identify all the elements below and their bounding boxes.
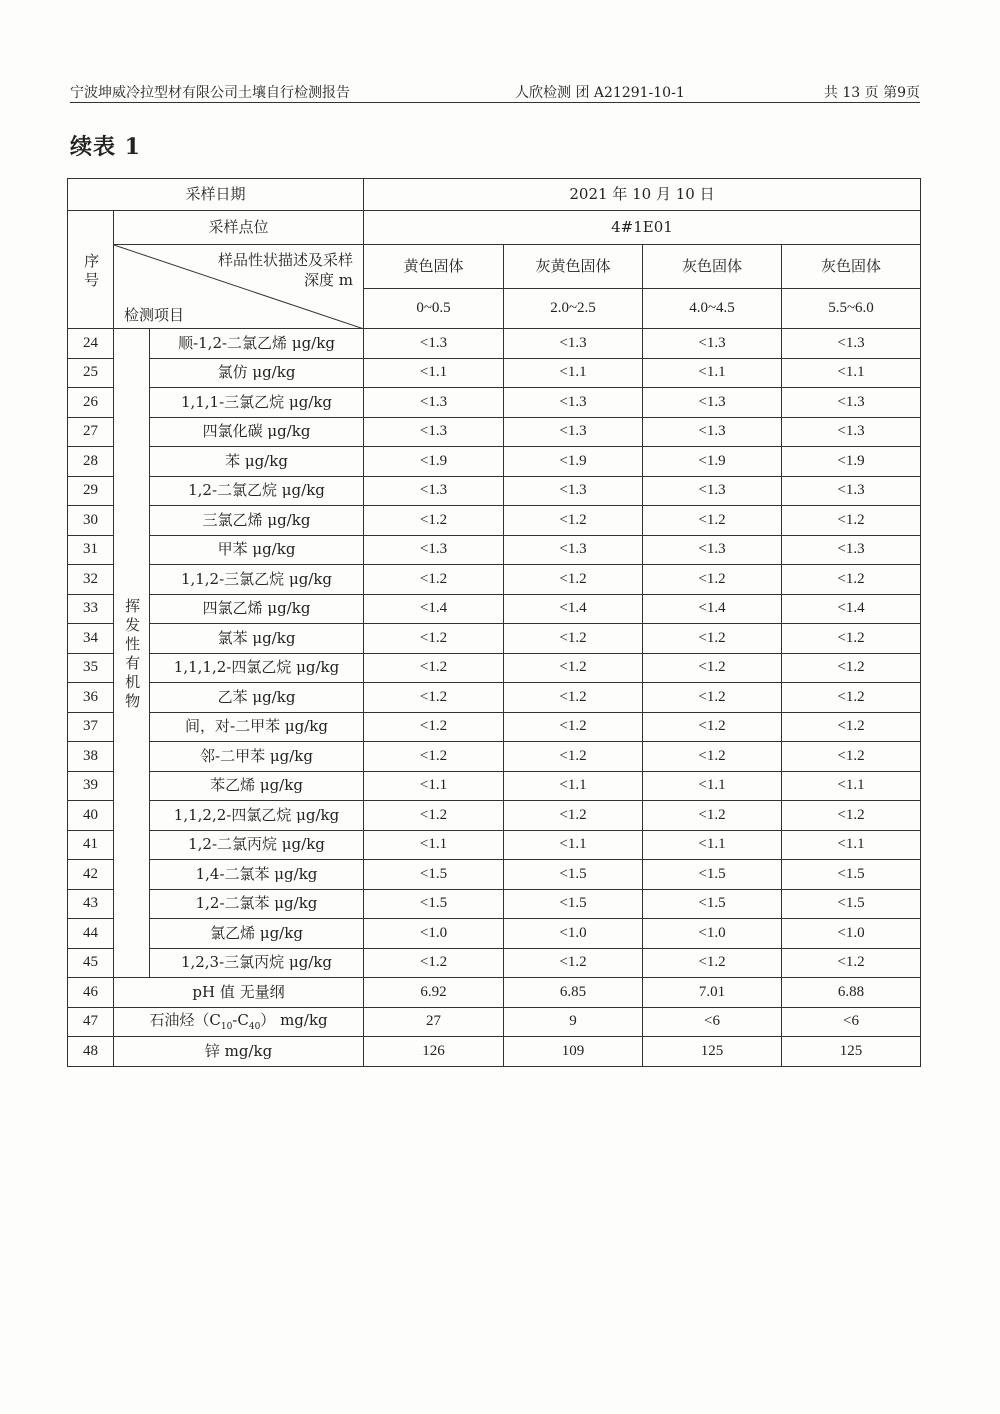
test-item: 1,1,2,2-四氯乙烷 μg/kg bbox=[150, 801, 364, 831]
result-value: <1.3 bbox=[782, 417, 921, 447]
result-value: <1.4 bbox=[364, 594, 504, 624]
result-value: <1.1 bbox=[782, 830, 921, 860]
result-value: <1.3 bbox=[504, 417, 643, 447]
header-page-count: 共 13 页 第9页 bbox=[823, 85, 920, 101]
table-row bbox=[68, 653, 921, 683]
result-value: <1.0 bbox=[782, 919, 921, 949]
result-value: <1.5 bbox=[782, 889, 921, 919]
result-value: <1.1 bbox=[643, 771, 782, 801]
index-header: 序号 bbox=[68, 211, 114, 329]
result-value: <1.2 bbox=[643, 565, 782, 595]
result-value: <1.9 bbox=[504, 447, 643, 477]
result-value: 9 bbox=[504, 1007, 643, 1037]
test-item: 氯仿 μg/kg bbox=[150, 358, 364, 388]
result-value: <1.3 bbox=[364, 388, 504, 418]
result-value: <1.9 bbox=[364, 447, 504, 477]
table-row bbox=[68, 683, 921, 713]
test-item: 1,1,1-三氯乙烷 μg/kg bbox=[150, 388, 364, 418]
description-depth-label: 样品性状描述及采样深度 m bbox=[217, 251, 353, 289]
description-4: 灰色固体 bbox=[782, 245, 921, 289]
diagonal-header-cell bbox=[114, 245, 364, 329]
result-value: <1.5 bbox=[364, 860, 504, 890]
table-row bbox=[68, 1037, 921, 1067]
result-value: 27 bbox=[364, 1007, 504, 1037]
result-value: <1.3 bbox=[504, 388, 643, 418]
test-item: 锌 mg/kg bbox=[114, 1037, 364, 1067]
result-value: <1.3 bbox=[643, 476, 782, 506]
table-row bbox=[68, 771, 921, 801]
result-value: <1.1 bbox=[643, 830, 782, 860]
row-number: 40 bbox=[68, 801, 114, 831]
test-item: 苯 μg/kg bbox=[150, 447, 364, 477]
table-row bbox=[68, 712, 921, 742]
result-value: <1.2 bbox=[364, 624, 504, 654]
row-number: 29 bbox=[68, 476, 114, 506]
table-row bbox=[68, 565, 921, 595]
result-value: <1.1 bbox=[782, 771, 921, 801]
result-value: <1.3 bbox=[364, 476, 504, 506]
row-number: 24 bbox=[68, 329, 114, 359]
test-item: 顺-1,2-二氯乙烯 μg/kg bbox=[150, 329, 364, 359]
row-number: 26 bbox=[68, 388, 114, 418]
result-value: <1.9 bbox=[782, 447, 921, 477]
description-2: 灰黄色固体 bbox=[504, 245, 643, 289]
result-value: <1.2 bbox=[364, 948, 504, 978]
sampling-point-label: 采样点位 bbox=[114, 211, 364, 245]
result-value: <1.2 bbox=[643, 624, 782, 654]
result-value: <1.2 bbox=[364, 712, 504, 742]
result-value: <1.2 bbox=[782, 565, 921, 595]
result-value: 6.92 bbox=[364, 978, 504, 1008]
table-row bbox=[68, 830, 921, 860]
test-item: 苯乙烯 μg/kg bbox=[150, 771, 364, 801]
result-value: <1.3 bbox=[643, 417, 782, 447]
result-value: <1.0 bbox=[504, 919, 643, 949]
result-value: <1.5 bbox=[643, 860, 782, 890]
row-number: 42 bbox=[68, 860, 114, 890]
result-value: <1.3 bbox=[782, 388, 921, 418]
table-row bbox=[68, 889, 921, 919]
test-item: 甲苯 μg/kg bbox=[150, 535, 364, 565]
row-number: 28 bbox=[68, 447, 114, 477]
test-item: 1,2-二氯丙烷 μg/kg bbox=[150, 830, 364, 860]
row-number: 35 bbox=[68, 653, 114, 683]
table-row bbox=[68, 417, 921, 447]
result-value: <1.1 bbox=[504, 771, 643, 801]
result-value: <1.4 bbox=[643, 594, 782, 624]
header-report-number: 人欣检测 团 A21291-10-1 bbox=[515, 85, 685, 101]
table-row bbox=[68, 978, 921, 1008]
result-value: <1.1 bbox=[504, 358, 643, 388]
test-item: 四氯乙烯 μg/kg bbox=[150, 594, 364, 624]
result-value: <1.3 bbox=[782, 535, 921, 565]
result-value: <1.4 bbox=[504, 594, 643, 624]
result-value: <1.2 bbox=[643, 683, 782, 713]
result-value: <1.3 bbox=[504, 535, 643, 565]
result-value: <1.3 bbox=[643, 388, 782, 418]
result-value: <1.2 bbox=[643, 506, 782, 536]
result-value: <1.1 bbox=[364, 358, 504, 388]
test-item: 1,4-二氯苯 μg/kg bbox=[150, 860, 364, 890]
result-value: 126 bbox=[364, 1037, 504, 1067]
result-value: <1.2 bbox=[364, 565, 504, 595]
result-value: 125 bbox=[643, 1037, 782, 1067]
depth-1: 0~0.5 bbox=[364, 289, 504, 329]
description-3: 灰色固体 bbox=[643, 245, 782, 289]
depth-2: 2.0~2.5 bbox=[504, 289, 643, 329]
result-value: <1.2 bbox=[504, 653, 643, 683]
test-item-mid: -C bbox=[232, 1010, 249, 1029]
test-item: 间，对-二甲苯 μg/kg bbox=[150, 712, 364, 742]
result-value: <1.2 bbox=[364, 653, 504, 683]
depth-4: 5.5~6.0 bbox=[782, 289, 921, 329]
result-value: <1.2 bbox=[504, 742, 643, 772]
result-value: <1.3 bbox=[504, 476, 643, 506]
row-number: 41 bbox=[68, 830, 114, 860]
test-item-subscript-2: 40 bbox=[248, 1021, 261, 1032]
table-row bbox=[68, 476, 921, 506]
row-number: 45 bbox=[68, 948, 114, 978]
test-item: 乙苯 μg/kg bbox=[150, 683, 364, 713]
result-value: <1.5 bbox=[643, 889, 782, 919]
table-row bbox=[68, 742, 921, 772]
result-value: <1.2 bbox=[643, 712, 782, 742]
row-number: 48 bbox=[68, 1037, 114, 1067]
result-value: <1.4 bbox=[782, 594, 921, 624]
result-value: <1.2 bbox=[643, 948, 782, 978]
test-item-suffix: ） mg/kg bbox=[260, 1010, 328, 1029]
header-report-title: 宁波坤威冷拉型材有限公司土壤自行检测报告 bbox=[70, 85, 350, 101]
test-item: 氯苯 μg/kg bbox=[150, 624, 364, 654]
row-number: 25 bbox=[68, 358, 114, 388]
row-number: 46 bbox=[68, 978, 114, 1008]
table-row bbox=[68, 594, 921, 624]
result-value: 109 bbox=[504, 1037, 643, 1067]
result-value: <1.5 bbox=[364, 889, 504, 919]
result-value: 6.85 bbox=[504, 978, 643, 1008]
test-item: pH 值 无量纲 bbox=[114, 978, 364, 1008]
result-value: <1.2 bbox=[364, 801, 504, 831]
table-row bbox=[68, 535, 921, 565]
result-value: 6.88 bbox=[782, 978, 921, 1008]
results-table bbox=[67, 178, 921, 1067]
row-number: 39 bbox=[68, 771, 114, 801]
row-number: 30 bbox=[68, 506, 114, 536]
result-value: <1.3 bbox=[364, 329, 504, 359]
row-number: 47 bbox=[68, 1007, 114, 1037]
table-row bbox=[68, 919, 921, 949]
table-row bbox=[68, 329, 921, 359]
result-value: <1.2 bbox=[504, 948, 643, 978]
test-item: 1,2,3-三氯丙烷 μg/kg bbox=[150, 948, 364, 978]
row-number: 33 bbox=[68, 594, 114, 624]
row-number: 34 bbox=[68, 624, 114, 654]
result-value: <1.2 bbox=[643, 742, 782, 772]
page-header bbox=[70, 80, 920, 103]
test-item: 1,1,2-三氯乙烷 μg/kg bbox=[150, 565, 364, 595]
test-item: 氯乙烯 μg/kg bbox=[150, 919, 364, 949]
result-value: <1.2 bbox=[364, 742, 504, 772]
row-number: 37 bbox=[68, 712, 114, 742]
result-value: <1.3 bbox=[643, 329, 782, 359]
test-item: 1,1,1,2-四氯乙烷 μg/kg bbox=[150, 653, 364, 683]
result-value: <1.2 bbox=[504, 801, 643, 831]
result-value: <1.2 bbox=[782, 801, 921, 831]
table-row bbox=[68, 624, 921, 654]
test-item: 邻-二甲苯 μg/kg bbox=[150, 742, 364, 772]
result-value: <1.0 bbox=[643, 919, 782, 949]
result-value: 125 bbox=[782, 1037, 921, 1067]
result-value: <1.3 bbox=[643, 535, 782, 565]
result-value: <1.1 bbox=[364, 771, 504, 801]
depth-3: 4.0~4.5 bbox=[643, 289, 782, 329]
row-number: 36 bbox=[68, 683, 114, 713]
test-item-label: 检测项目 bbox=[124, 305, 185, 324]
row-number: 44 bbox=[68, 919, 114, 949]
result-value: <1.2 bbox=[782, 653, 921, 683]
result-value: <1.5 bbox=[504, 860, 643, 890]
sampling-date-value: 2021 年 10 月 10 日 bbox=[364, 179, 921, 211]
test-item bbox=[114, 1007, 364, 1037]
table-row bbox=[68, 1007, 921, 1037]
result-value: <1.2 bbox=[643, 801, 782, 831]
result-value: 7.01 bbox=[643, 978, 782, 1008]
result-value: <1.2 bbox=[364, 683, 504, 713]
sampling-date-label: 采样日期 bbox=[68, 179, 364, 211]
test-item: 四氯化碳 μg/kg bbox=[150, 417, 364, 447]
result-value: <1.2 bbox=[504, 712, 643, 742]
result-value: <1.5 bbox=[782, 860, 921, 890]
test-item: 三氯乙烯 μg/kg bbox=[150, 506, 364, 536]
result-value: <1.2 bbox=[782, 742, 921, 772]
result-value: <1.2 bbox=[782, 712, 921, 742]
test-item: 1,2-二氯苯 μg/kg bbox=[150, 889, 364, 919]
table-row bbox=[68, 860, 921, 890]
result-value: <1.5 bbox=[504, 889, 643, 919]
table-row bbox=[68, 388, 921, 418]
table-row bbox=[68, 801, 921, 831]
result-value: <1.3 bbox=[782, 476, 921, 506]
result-value: <1.1 bbox=[364, 830, 504, 860]
result-value: <1.2 bbox=[643, 653, 782, 683]
result-value: <1.2 bbox=[782, 506, 921, 536]
result-value: <1.3 bbox=[504, 329, 643, 359]
result-value: <1.3 bbox=[364, 417, 504, 447]
group-label: 挥发性有机物 bbox=[114, 329, 150, 978]
result-value: <1.1 bbox=[782, 358, 921, 388]
description-1: 黄色固体 bbox=[364, 245, 504, 289]
result-value: <1.2 bbox=[504, 565, 643, 595]
result-value: <1.2 bbox=[782, 948, 921, 978]
table-title: 续表 1 bbox=[70, 134, 141, 160]
test-item-prefix: 石油烃（C bbox=[149, 1010, 221, 1029]
result-value: <1.9 bbox=[643, 447, 782, 477]
row-number: 38 bbox=[68, 742, 114, 772]
test-item-subscript-1: 10 bbox=[220, 1021, 233, 1032]
table-row bbox=[68, 447, 921, 477]
row-number: 27 bbox=[68, 417, 114, 447]
row-number: 43 bbox=[68, 889, 114, 919]
table-row bbox=[68, 506, 921, 536]
result-value: <1.2 bbox=[504, 506, 643, 536]
result-value: <1.2 bbox=[782, 683, 921, 713]
table-row bbox=[68, 358, 921, 388]
result-value: <1.3 bbox=[782, 329, 921, 359]
result-value: <1.2 bbox=[504, 624, 643, 654]
result-value: <6 bbox=[643, 1007, 782, 1037]
test-item: 1,2-二氯乙烷 μg/kg bbox=[150, 476, 364, 506]
table-row bbox=[68, 948, 921, 978]
result-value: <6 bbox=[782, 1007, 921, 1037]
result-value: <1.1 bbox=[643, 358, 782, 388]
sampling-point-value: 4#1E01 bbox=[364, 211, 921, 245]
row-number: 31 bbox=[68, 535, 114, 565]
result-value: <1.0 bbox=[364, 919, 504, 949]
row-number: 32 bbox=[68, 565, 114, 595]
result-value: <1.2 bbox=[782, 624, 921, 654]
result-value: <1.2 bbox=[364, 506, 504, 536]
result-value: <1.1 bbox=[504, 830, 643, 860]
result-value: <1.3 bbox=[364, 535, 504, 565]
result-value: <1.2 bbox=[504, 683, 643, 713]
